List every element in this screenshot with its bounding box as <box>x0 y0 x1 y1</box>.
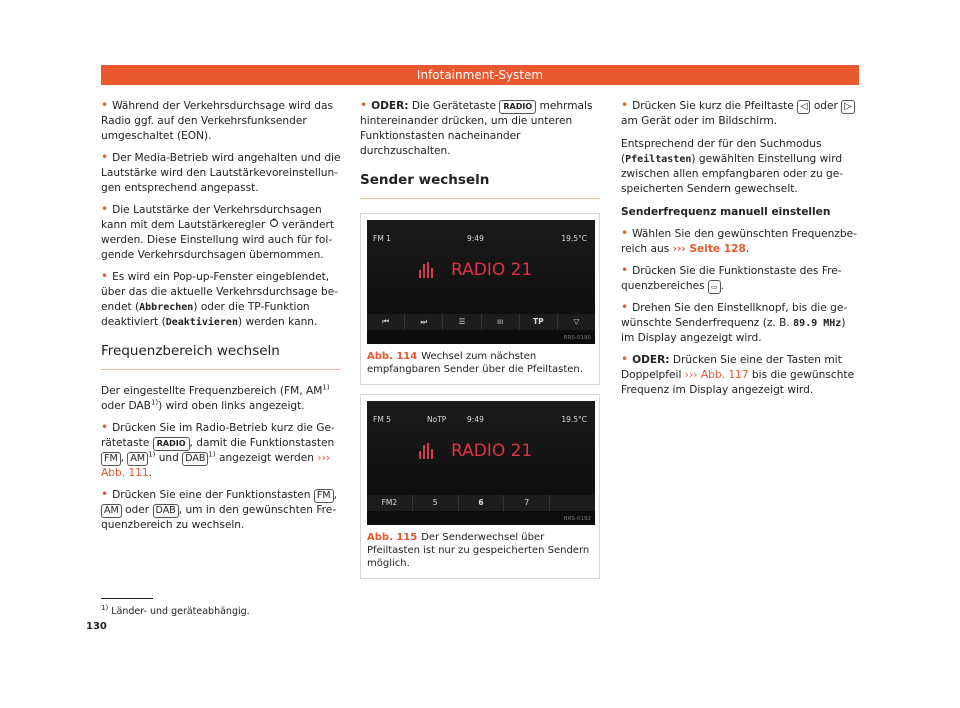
next-icon[interactable]: ⏭ <box>405 314 443 330</box>
page-ref[interactable]: ››› Seite 128 <box>672 243 746 255</box>
paragraph: • Drücken Sie kurz die Pfeiltaste ◁ oder ▷ am Gerät oder im Bildschirm. <box>621 98 857 129</box>
subheading: Senderfrequenz manuell einstellen <box>621 206 831 218</box>
dab-key: DAB <box>182 452 208 466</box>
signal-bars-icon <box>419 443 443 459</box>
am-key: AM <box>101 504 122 518</box>
paragraph: • Drücken Sie eine der Funktionstasten FM , AM oder DAB , um in den gewünschten Frequenzbereich zu wechseln. <box>101 487 341 533</box>
paragraph: Entsprechend der für den Suchmodus (Pfeiltasten) gewählten Einstellung wird zwischen allen empfangbaren oder zu gespeicherten Sendern gewechselt. <box>621 138 844 195</box>
paragraph: • Drücken Sie im Radio-Betrieb kurz die Gerätetaste RADIO , damit die Funktionstasten FM , AM $^{1)}$ und DAB $^{1)}$ angezeigt werden ››› Abb. 111. <box>101 420 341 481</box>
dab-key: DAB <box>153 504 179 518</box>
paragraph: • ODER: Drücken Sie eine der Tasten mit Doppelpfeil ››› Abb. 117 bis die gewünschte Frequenz im Display angezeigt wird. <box>621 352 857 398</box>
paragraph: • Wählen Sie den gewünschten Frequenzbereich aus ››› Seite 128. <box>621 226 857 257</box>
menu-down-icon[interactable]: ▽ <box>558 314 595 330</box>
caption: Abb. 115 Der Senderwechsel über Pfeiltasten ist nur zu gespeicherten Sendern möglich. <box>367 532 590 569</box>
section-heading: Sender wechseln <box>360 173 600 199</box>
page-number: 130 <box>86 621 107 632</box>
caption: Abb. 114 Wechsel zum nächsten empfangbaren Sender über die Pfeiltasten. <box>367 351 583 375</box>
column-middle <box>360 98 600 579</box>
mode-label: Pfeiltasten <box>625 154 692 165</box>
prev-icon[interactable]: ⏮ <box>367 314 405 330</box>
paragraph: • Drehen Sie den Einstellknopf, bis die gewünschte Senderfrequenz (z. B. 89.9 MHz) im Display angezeigt wird. <box>621 300 857 346</box>
signal-bars-icon <box>419 262 443 278</box>
cancel-label: Abbrechen <box>139 302 194 313</box>
paragraph: • Während der Verkehrsdurchsage wird das Radio ggf. auf den Verkehrsfunksender umgeschaltet (EON). <box>101 98 341 144</box>
paragraph: • Der Media-Betrieb wird angehalten und die Lautstärke wird den Lautstärkevoreinstellungen entsprechend angepasst. <box>101 150 341 196</box>
preset-button[interactable]: 6 <box>459 495 505 511</box>
preset-button[interactable]: FM2 <box>367 495 413 511</box>
arrow-right-icon: ▷ <box>841 100 854 114</box>
tp-button[interactable]: TP <box>520 314 558 330</box>
fm-key: FM <box>314 489 334 503</box>
softkey-bar <box>367 314 595 330</box>
radio-key: RADIO <box>499 100 536 114</box>
fm-key: FM <box>101 452 121 466</box>
volume-knob-icon <box>269 219 279 231</box>
column-left <box>101 98 341 539</box>
footnote: $^{1)}$ Länder- und geräteabhängig. <box>101 603 250 617</box>
section-header: Infotainment-System <box>101 65 859 85</box>
deactivate-label: Deaktivieren <box>165 317 238 328</box>
preset-button[interactable]: 7 <box>504 495 550 511</box>
radio-screen: FM 1 9:49 19.5°C RADIO 21 ⏮ ⏭ ☰ ııı TP ▽ BRS-0190 <box>367 220 595 344</box>
radio-key: RADIO <box>153 437 190 451</box>
figure-ref[interactable]: ››› Abb. 111 <box>101 452 331 479</box>
preset-button[interactable]: 5 <box>413 495 459 511</box>
paragraph: • ODER: Die Gerätetaste RADIO mehrmals hintereinander drücken, um die unteren Funktionstasten nacheinander durchzuschalten. <box>360 98 600 159</box>
footnote-divider <box>101 598 153 599</box>
band-key-icon: ▭ <box>708 280 721 294</box>
paragraph: Der eingestellte Frequenzbereich (FM, AM$^{1)}$ oder DAB$^{1)}$) wird oben links angezeigt. <box>101 383 330 412</box>
paragraph: • Die Lautstärke der Verkehrsdurchsagen kann mit dem Lautstärkeregler verändert werden. Diese Einstellung wird auch für folgende Verkehrsdurchsagen übernommen. <box>101 202 341 263</box>
arrow-left-icon: ◁ <box>797 100 810 114</box>
column-right <box>621 98 857 404</box>
softkey-bar <box>367 495 595 511</box>
list-icon[interactable]: ☰ <box>443 314 481 330</box>
frequency-label: 89.9 MHz <box>793 318 842 329</box>
scan-icon[interactable]: ııı <box>482 314 520 330</box>
figure-115 <box>360 394 600 579</box>
radio-screen: FM 5 NoTP 9:49 19.5°C RADIO 21 FM2 5 6 7 BRS-0192 <box>367 401 595 525</box>
paragraph: • Es wird ein Pop-up-Fenster eingeblendet, über das die aktuelle Verkehrsdurchsage beendet (Abbrechen) oder die TP-Funktion deaktiviert (Deaktivieren) werden kann. <box>101 269 341 330</box>
am-key: AM <box>127 452 148 466</box>
figure-114 <box>360 213 600 385</box>
section-heading: Frequenzbereich wechseln <box>101 344 341 370</box>
paragraph: • Drücken Sie die Funktionstaste des Frequenzbereiches ▭ . <box>621 263 857 294</box>
figure-ref[interactable]: ››› Abb. 117 <box>684 369 749 381</box>
